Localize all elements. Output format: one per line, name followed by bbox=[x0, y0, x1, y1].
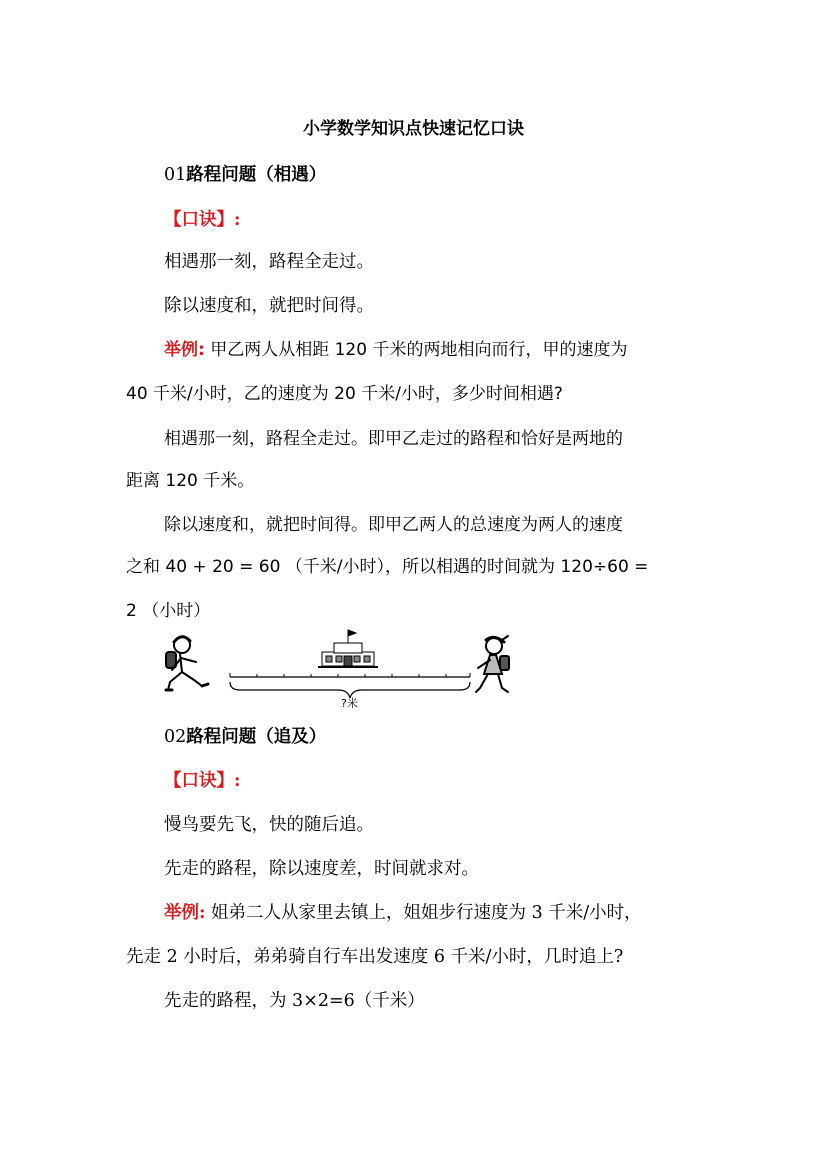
section2-heading bbox=[164, 723, 326, 748]
page-title: 小学数学知识点快速记忆口诀 bbox=[303, 119, 524, 139]
distance-label: ?米 bbox=[341, 697, 358, 708]
distance-brace bbox=[230, 682, 470, 698]
section2-number: 02 bbox=[164, 727, 187, 747]
section1-rhyme-1: 相遇那一刻，路程全走过。 bbox=[164, 252, 374, 272]
section2-example-line-2: 先走 2 小时后，弟弟骑自行车出发速度 6 千米/小时，几时追上? bbox=[126, 947, 624, 967]
section2-example-line-1 bbox=[164, 899, 642, 924]
section2-rhyme-1: 慢鸟要先飞，快的随后追。 bbox=[164, 815, 374, 835]
school-building bbox=[318, 630, 378, 667]
section2-example-label: 举例: bbox=[164, 903, 206, 923]
section1-number: 01 bbox=[164, 165, 187, 185]
meeting-illustration bbox=[160, 626, 520, 708]
section1-explain-2-line-3: 2 （小时） bbox=[126, 601, 211, 621]
section1-explain-1-line-1: 相遇那一刻，路程全走过。即甲乙走过的路程和恰好是两地的 bbox=[164, 429, 623, 449]
section1-example-text-1: 甲乙两人从相距 120 千米的两地相向而行，甲的速度为 bbox=[204, 340, 628, 360]
boy-running-figure bbox=[166, 637, 208, 690]
section2-example-text-1: 姐弟二人从家里去镇上，姐姐步行速度为 3 千米/小时， bbox=[205, 903, 642, 923]
section2-explain-1: 先走的路程，为 3×2=6（千米） bbox=[164, 991, 425, 1011]
section2-rhyme-2: 先走的路程，除以速度差，时间就求对。 bbox=[164, 859, 479, 879]
section1-title: 路程问题（相遇） bbox=[186, 165, 327, 185]
section2-title: 路程问题（追及） bbox=[186, 727, 327, 747]
section1-example-line-1 bbox=[164, 335, 627, 360]
section1-explain-2-line-2: 之和 40 + 20 = 60 （千米/小时），所以相遇的时间就为 120÷60 = bbox=[126, 557, 649, 577]
section2-koujue-label: 【口诀】: bbox=[164, 771, 241, 791]
section1-example-line-2: 40 千米/小时，乙的速度为 20 千米/小时，多少时间相遇? bbox=[126, 384, 563, 404]
section1-heading bbox=[164, 161, 326, 186]
section1-koujue-label: 【口诀】: bbox=[164, 210, 241, 230]
section1-example-label: 举例: bbox=[164, 340, 205, 360]
girl-walking-figure bbox=[476, 636, 509, 692]
section1-rhyme-2: 除以速度和，就把时间得。 bbox=[164, 296, 374, 316]
section1-explain-1-line-2: 距离 120 千米。 bbox=[126, 471, 255, 491]
section1-explain-2-line-1: 除以速度和，就把时间得。即甲乙两人的总速度为两人的速度 bbox=[164, 515, 623, 535]
